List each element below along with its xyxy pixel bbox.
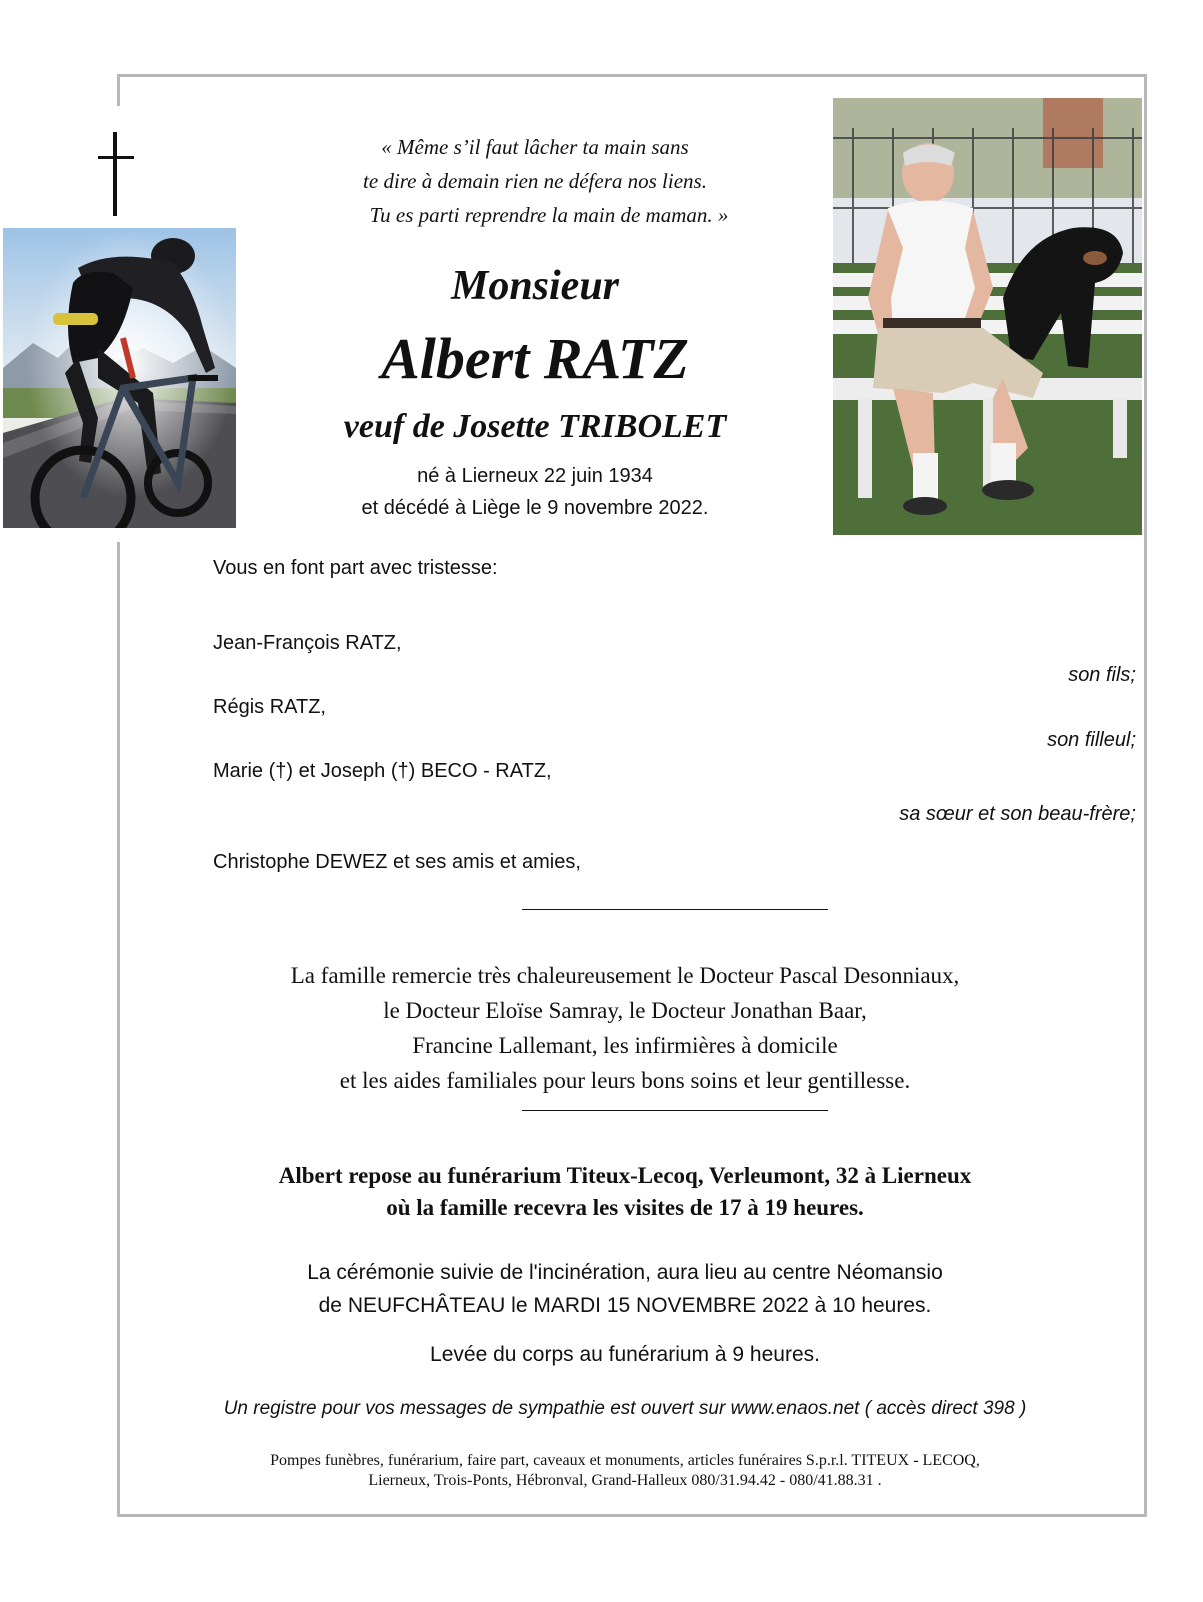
honorific-title: Monsieur [450,263,620,309]
thanks-line-3: Francine Lallemant, les infirmières à domicile [412,1033,838,1058]
quote-line-1: « Même s’il faut lâcher ta main sans [381,135,689,159]
condolence-registry: Un registre pour vos messages de sympathie est ouvert sur www.enaos.net ( accès direct 398 ) [223,1398,1027,1419]
family-member-name: Régis RATZ, [213,696,326,718]
ceremony-line-1: La cérémonie suivie de l'incinération, aura lieu au centre Néomansio [307,1261,943,1284]
frame-bottom-border [117,1514,1147,1517]
family-member-relation: son filleul; [1047,729,1136,751]
quote-line-3: Tu es parti reprendre la main de maman. » [369,203,729,227]
announcement-intro: Vous en font part avec tristesse: [213,557,498,579]
funeral-home-footer [160,1451,1090,1491]
family-member-name: Marie (†) et Joseph (†) BECO - RATZ, [213,760,552,782]
footer-line-2: Lierneux, Trois-Ponts, Hébronval, Grand-Halleux 080/31.94.42 - 080/41.88.31 . [368,1472,882,1489]
family-member-relation: sa sœur et son beau-frère; [899,803,1136,825]
thanks-line-1: La famille remercie très chaleureusement le Docteur Pascal Desonniaux, [290,963,960,988]
thanks-line-4: et les aides familiales pour leurs bons soins et leur gentillesse. [339,1068,911,1093]
widower-of: veuf de Josette TRIBOLET [343,408,727,445]
cross-icon [98,132,134,216]
portrait-photo [833,98,1142,535]
ceremony-info [220,1256,1030,1322]
ceremony-line-2: de NEUFCHÂTEAU le MARDI 15 NOVEMBRE 2022 à 10 heures. [318,1294,932,1317]
epitaph-quote [300,130,770,232]
visitation-info [220,1160,1030,1224]
repose-line-1: Albert repose au funérarium Titeux-Lecoq, Verleumont, 32 à Lierneux [278,1163,972,1188]
deceased-name: Albert RATZ [381,326,689,391]
thanks-line-2: le Docteur Eloïse Samray, le Docteur Jonathan Baar, [383,998,867,1023]
family-member-name: Jean-François RATZ, [213,632,402,654]
section-divider [522,1110,828,1111]
frame-left-border-top [117,74,120,106]
frame-top-border [117,74,1147,77]
quote-line-2: te dire à demain rien ne défera nos liens. [363,169,707,193]
thanks-paragraph [220,958,1030,1098]
levee-info: Levée du corps au funérarium à 9 heures. [430,1343,820,1366]
birth-death-dates [260,460,810,524]
section-divider [522,909,828,910]
family-member-name: Christophe DEWEZ et ses amis et amies, [213,851,581,873]
frame-left-border-bottom [117,542,120,1517]
death-line: et décédé à Liège le 9 novembre 2022. [361,497,709,519]
family-member-relation: son fils; [1068,664,1136,686]
cyclist-photo [3,228,236,528]
footer-line-1: Pompes funèbres, funérarium, faire part, caveaux et monuments, articles funéraires S.p.r.l. TITEUX - LECOQ, [270,1452,980,1469]
repose-line-2: où la famille recevra les visites de 17 à 19 heures. [386,1195,864,1220]
birth-line: né à Lierneux 22 juin 1934 [417,465,653,487]
frame-right-border [1144,74,1147,1516]
